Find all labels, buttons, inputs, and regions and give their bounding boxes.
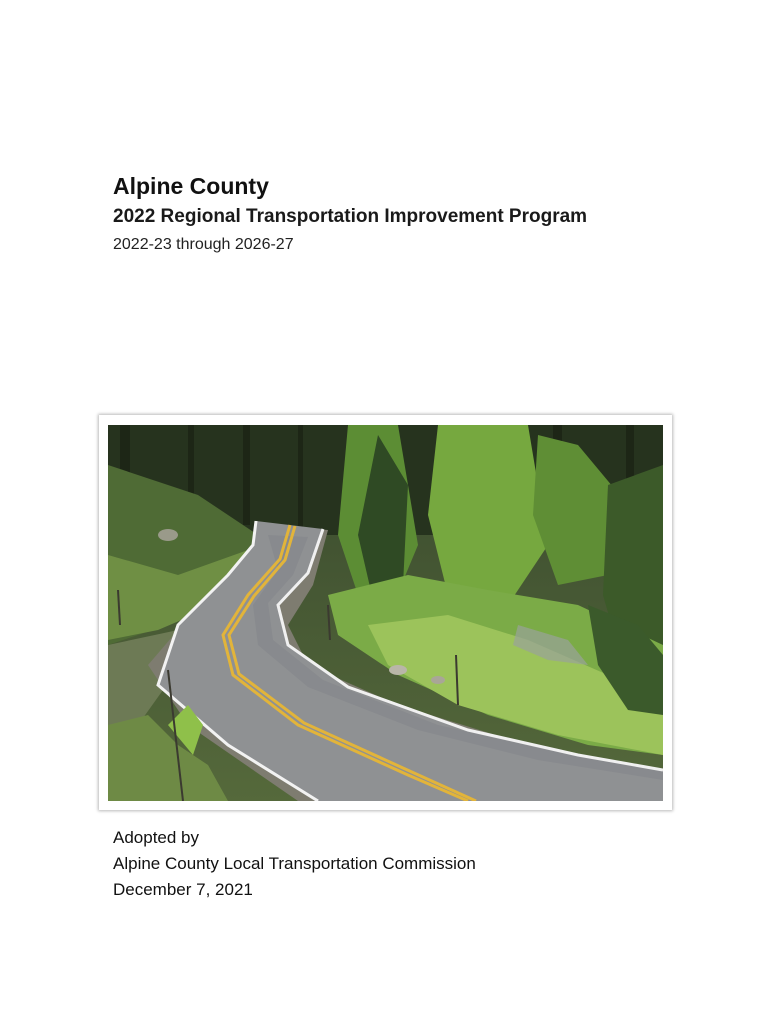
program-title: 2022 Regional Transportation Improvement Program: [113, 206, 588, 227]
program-period: 2022-23 through 2026-27: [113, 236, 294, 253]
title-block: [113, 170, 733, 258]
commission-name: Alpine County Local Transportation Commission: [113, 854, 476, 873]
adoption-date: December 7, 2021: [113, 880, 253, 899]
county-title: Alpine County: [113, 173, 269, 199]
cover-photo: [99, 415, 672, 810]
adoption-block: [113, 825, 733, 903]
mountain-road-image: [108, 425, 663, 801]
adopted-by-label: Adopted by: [113, 828, 200, 847]
